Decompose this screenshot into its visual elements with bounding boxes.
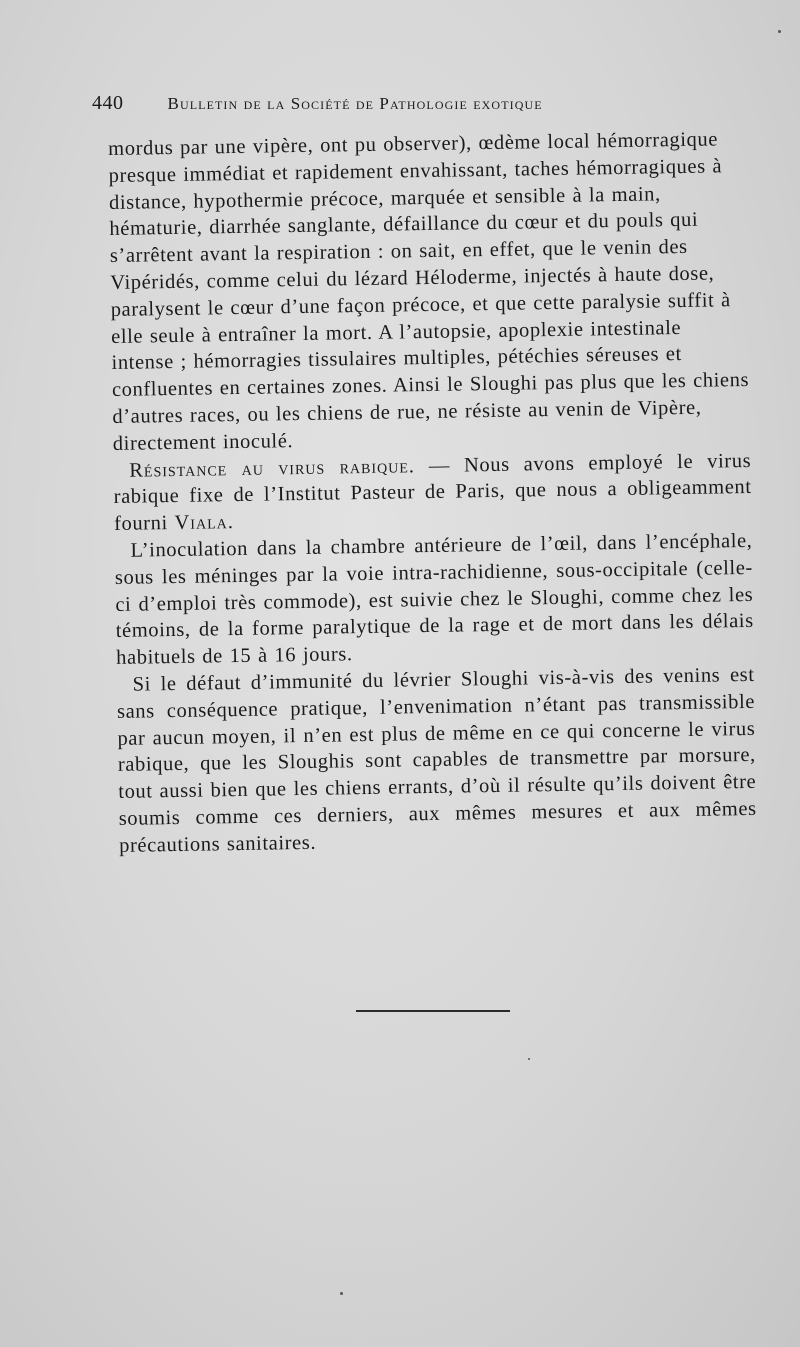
running-head: Bulletin de la Société de Pathologie exotique <box>167 94 543 113</box>
author-name-viala: Viala <box>174 511 228 535</box>
page-header <box>92 92 652 115</box>
paper-speck <box>528 1058 530 1060</box>
end-rule <box>356 1010 510 1012</box>
paragraph-4: Si le défaut d’immunité du lévrier Sloughi vis-à-vis des venins est sans conséquence pratique, l’envenimation n’étant pas transmissible par aucun moyen, il n’en est plus de même en ce qui concerne le virus rabique, que les Sloughis sont capables de transmettre par morsure, tout aussi bien que les chiens errants, d’où il résulte qu’ils doivent être soumis comme ces derniers, aux mêmes mesures et aux mêmes précautions sanitaires. <box>116 663 757 857</box>
body-text <box>108 126 757 859</box>
paragraph-2 <box>113 448 752 538</box>
paragraph-3: L’inoculation dans la chambre antérieure de l’œil, dans l’encéphale, sous les méninges par la voie intra-rachidienne, sous-occipitale (celle-ci d’emploi très commode), est suivie chez le Sloughi, comme chez les témoins, de la forme paralytique de la rage et de mort dans les délais habituels de 15 à 16 jours. <box>114 529 754 670</box>
paper-speck <box>778 30 781 33</box>
paragraph-2-end: . <box>227 511 234 534</box>
paragraph-2-text: — Nous avons employé le virus rabique fixe de l’Institut Pasteur de Paris, que nous a obligeamment fourni <box>113 449 752 536</box>
paragraph-1: mordus par une vipère, ont pu observer), œdème local hémorragique presque immédiat et rapidement envahissant, taches hémorragiques à distance, hypothermie précoce, marquée et sensible à la main, hématurie, diarrhée sanglante, défaillance du cœur et du pouls qui s’arrêtent avant la respiration : on sait, en effet, que le venin des Vipéridés, comme celui du lézard Héloderme, injectés à haute dose, paralysent le cœur d’une façon précoce, et que cette paralysie suffit à elle seule à entraîner la mort. A l’autopsie, apoplexie intestinale intense ; hémorragies tissulaires multiples, pétéchies séreuses et confluentes en certaines zones. Ainsi le Sloughi pas plus que les chiens d’autres races, ou les chiens de rue, ne résiste au venin de Vipère, directement inoculé. <box>108 128 750 455</box>
page-number: 440 <box>92 92 124 114</box>
section-heading-rabies: Résistance au virus rabique. <box>129 454 416 482</box>
paper-speck <box>340 1292 343 1295</box>
